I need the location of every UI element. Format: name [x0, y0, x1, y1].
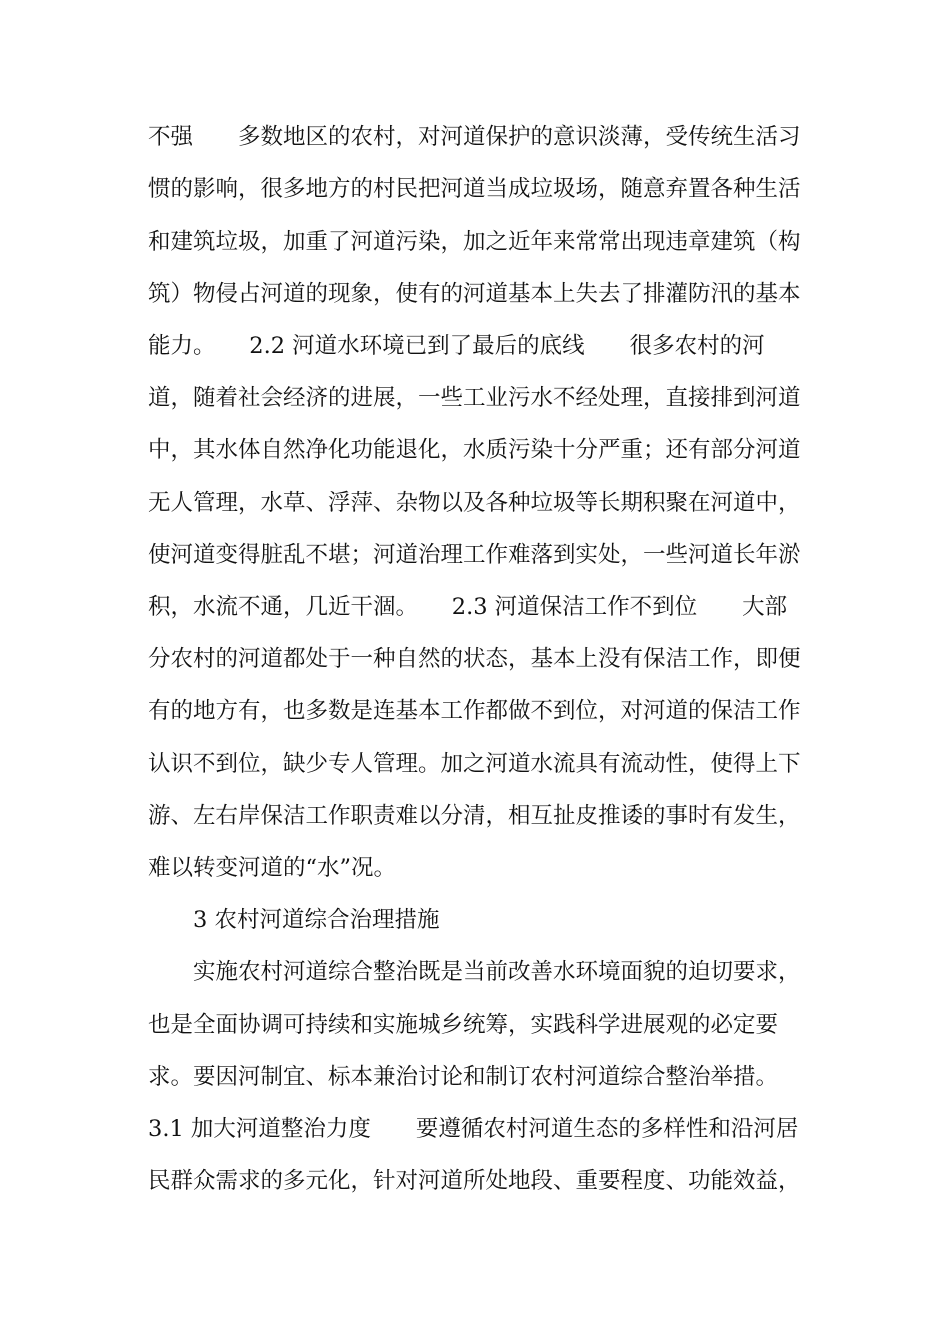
text-line: 筑）物侵占河道的现象，使有的河道基本上失去了排灌防汛的基本 — [148, 281, 801, 307]
text-line: 3.1 加大河道整治力度 要遵循农村河道生态的多样性和沿河居 — [148, 1116, 799, 1142]
text-line: 能力。 2.2 河道水环境已到了最后的底线 很多农村的河 — [148, 333, 765, 359]
section-heading: 3 农村河道综合治理措施 — [148, 907, 440, 933]
text-line: 和建筑垃圾，加重了河道污染，加之近年来常常出现违章建筑（构 — [148, 229, 801, 255]
text-line: 也是全面协调可持续和实施城乡统筹，实践科学进展观的必定要 — [148, 1012, 779, 1038]
text-line: 使河道变得脏乱不堪；河道治理工作难落到实处，一些河道长年淤 — [148, 542, 801, 568]
text-line: 分农村的河道都处于一种自然的状态，基本上没有保洁工作，即便 — [148, 646, 801, 672]
text-line: 积，水流不通，几近干涸。 2.3 河道保洁工作不到位 大部 — [148, 594, 788, 620]
text-line: 实施农村河道综合整治既是当前改善水环境面貌的迫切要求， — [148, 959, 801, 985]
text-line: 惯的影响，很多地方的村民把河道当成垃圾场，随意弃置各种生活 — [148, 176, 801, 202]
text-line: 民群众需求的多元化，针对河道所处地段、重要程度、功能效益， — [148, 1168, 801, 1194]
text-line: 道，随着社会经济的进展，一些工业污水不经处理，直接排到河道 — [148, 385, 801, 411]
text-line: 认识不到位，缺少专人管理。加之河道水流具有流动性，使得上下 — [148, 751, 801, 777]
text-line: 求。要因河制宜、标本兼治讨论和制订农村河道综合整治举措。 — [148, 1064, 779, 1090]
text-line: 中，其水体自然净化功能退化，水质污染十分严重；还有部分河道 — [148, 437, 801, 463]
text-line: 游、左右岸保洁工作职责难以分清，相互扯皮推诿的事时有发生， — [148, 803, 801, 829]
text-line: 难以转变河道的“水”况。 — [148, 855, 397, 881]
text-line: 无人管理，水草、浮萍、杂物以及各种垃圾等长期积聚在河道中， — [148, 490, 801, 516]
text-line: 有的地方有，也多数是连基本工作都做不到位，对河道的保洁工作 — [148, 698, 801, 724]
text-line: 不强 多数地区的农村，对河道保护的意识淡薄，受传统生活习 — [148, 124, 801, 150]
